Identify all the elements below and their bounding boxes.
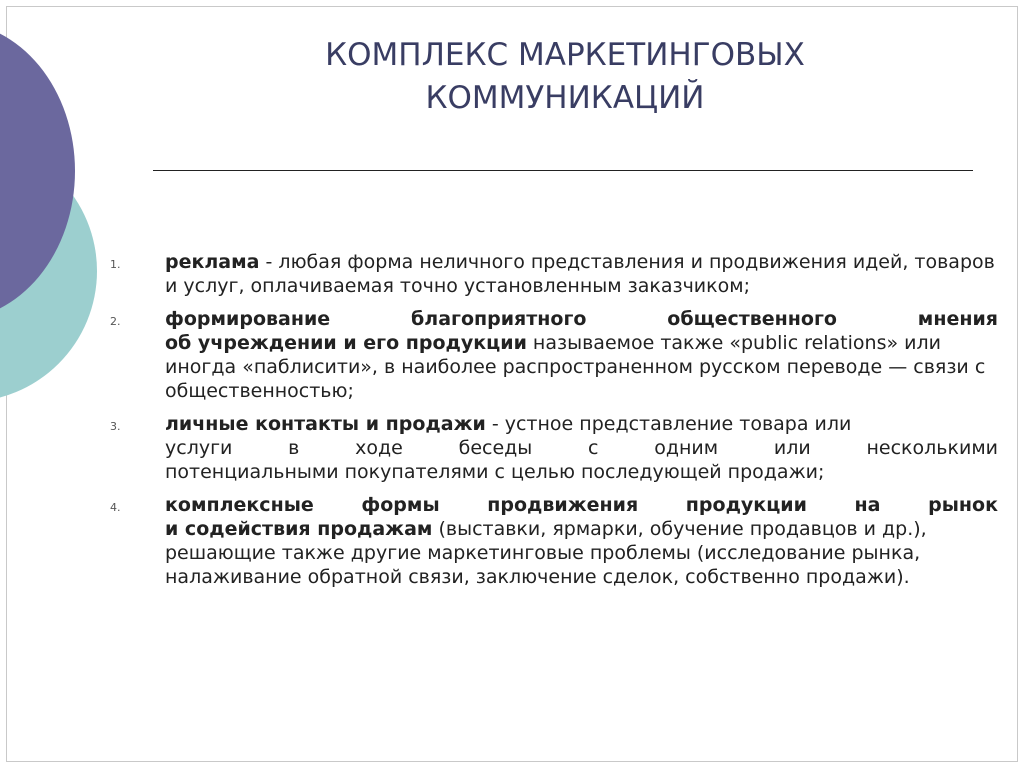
list-item-text	[165, 250, 998, 298]
title-divider	[153, 170, 973, 171]
list-item	[110, 250, 998, 298]
term-sales-promotion-line-1: комплексные формы продвижения продукции на рынок	[165, 494, 998, 516]
definition-public-relations: называемое также «public relations» или иногда «паблисити», в наиболее распространенном русском переводе — связи с общественностью;	[165, 332, 986, 402]
definition-personal-selling-3: потенциальными покупателями с целью последующей продажи;	[165, 461, 825, 483]
list-item	[110, 307, 998, 403]
list-number: 3.	[110, 420, 121, 433]
list-item	[110, 493, 998, 589]
numbered-list	[110, 250, 998, 598]
list-number: 4.	[110, 501, 121, 514]
slide-title	[165, 34, 965, 120]
list-item-text	[165, 493, 998, 589]
definition-personal-selling-2: услуги в ходе беседы с одним или несколькими	[165, 437, 998, 459]
definition-sales-promotion: (выставки, ярмарки, обучение продавцов и др.), решающие также другие маркетинговые проблемы (исследование рынка, налаживание обратной связи, заключение сделок, собственно продажи).	[165, 518, 927, 588]
list-item-text	[165, 307, 998, 403]
term-sales-promotion-line-2: и содействия продажам	[165, 518, 433, 540]
list-item-text	[165, 412, 998, 484]
term-public-opinion-line-2: об учреждении и его продукции	[165, 332, 527, 354]
title-line-2: КОММУНИКАЦИЙ	[425, 80, 705, 116]
definition-advertising: - любая форма неличного представления и продвижения идей, товаров и услуг, оплачиваемая точно установленным заказчиком;	[165, 251, 995, 297]
definition-personal-selling-1: - устное представление товара или	[485, 413, 852, 435]
list-number: 1.	[110, 258, 121, 271]
term-advertising: реклама	[165, 251, 260, 273]
term-public-opinion-line-1: формирование благоприятного общественного мнения	[165, 308, 998, 330]
term-personal-selling: личные контакты и продажи	[165, 413, 486, 435]
title-line-1: КОМПЛЕКС МАРКЕТИНГОВЫХ	[325, 37, 805, 73]
list-item	[110, 412, 998, 484]
list-number: 2.	[110, 315, 121, 328]
